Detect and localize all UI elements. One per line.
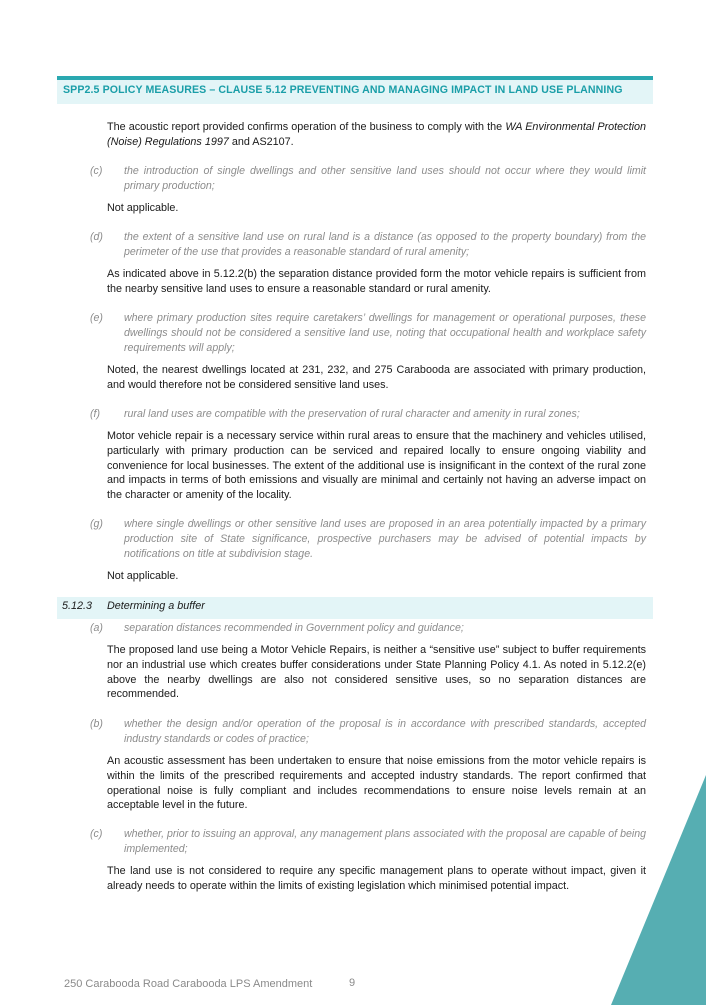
response-e: Noted, the nearest dwellings located at 231, 232, and 275 Carabooda are associated with primary production, and would therefore not be considered sensitive land uses. — [107, 364, 646, 391]
criterion-text: the extent of a sensitive land use on rural land is a distance (as opposed to the property boundary) from the perimeter of the use that provides a reasonable standard of rural amenity; — [124, 231, 646, 258]
criterion-label: (d) — [90, 231, 103, 243]
decorative-corner-triangle — [611, 775, 706, 1005]
criterion-label: (a) — [90, 622, 103, 634]
criterion-text: the introduction of single dwellings and other sensitive land uses should not occur where they would limit primary production; — [124, 165, 646, 192]
subsection-number: 5.12.3 — [62, 600, 93, 612]
response-c: Not applicable. — [107, 202, 179, 214]
intro-text-end: and AS2107. — [228, 135, 294, 148]
subsection-heading-band — [57, 597, 653, 619]
intro-paragraph — [107, 120, 646, 150]
footer-document-title: 250 Carabooda Road Carabooda LPS Amendment — [64, 978, 313, 990]
criterion-g — [90, 517, 646, 561]
response-buffer-a: The proposed land use being a Motor Vehicle Repairs, is neither a “sensitive use” subject to buffer requirements nor an industrial use which creates buffer considerations under State Planning Policy 4.1. As noted in 5.12.2(e) above the nearby dwellings are also not considered sensitive uses, so no separation distances are recommended. — [107, 644, 646, 701]
criterion-c — [90, 164, 646, 194]
criterion-text: rural land uses are compatible with the preservation of rural character and amenity in rural zones; — [124, 408, 580, 420]
response-f: Motor vehicle repair is a necessary service within rural areas to ensure that the machinery and vehicles utilised, particularly with primary production can be serviced and repaired locally to ensure ongoing viability and convenience for local businesses. The extent of the additional use is insignificant in the context of the rural zone and impacts in terms of both emissions and visually are minimal and certainly not having an adverse impact on the character or amenity of the locality. — [107, 430, 646, 502]
intro-text-start: The acoustic report provided confirms operation of the business to comply with the — [107, 121, 506, 133]
criterion-e — [90, 311, 646, 355]
section-header-band — [57, 80, 653, 104]
criterion-label: (c) — [90, 828, 103, 840]
criterion-f — [90, 407, 646, 422]
criterion-text: separation distances recommended in Government policy and guidance; — [124, 622, 464, 634]
section-header-title: SPP2.5 POLICY MEASURES – CLAUSE 5.12 PREVENTING AND MANAGING IMPACT IN LAND USE PLANNING — [63, 84, 623, 96]
criterion-label: (e) — [90, 312, 103, 324]
criterion-label: (f) — [90, 408, 100, 420]
criterion-text: where primary production sites require caretakers’ dwellings for management or operational purposes, these dwellings should not be considered a sensitive land use, noting that occupational health and workplace safety requirements will apply; — [124, 312, 646, 354]
criterion-d — [90, 230, 646, 260]
response-d: As indicated above in 5.12.2(b) the separation distance provided form the motor vehicle repairs is sufficient from the nearby sensitive land uses to ensure a reasonable standard or rural amenity. — [107, 268, 646, 295]
page-number: 9 — [349, 977, 356, 989]
criterion-label: (c) — [90, 165, 103, 177]
criterion-buffer-b — [90, 717, 646, 747]
criterion-buffer-c — [90, 827, 646, 857]
response-buffer-c: The land use is not considered to require any specific management plans to operate without impact, given it already needs to operate within the limits of existing legislation which minimised potential impact. — [107, 865, 646, 892]
criterion-text: whether the design and/or operation of the proposal is in accordance with prescribed standards, accepted industry standards or codes of practice; — [124, 718, 646, 745]
criterion-text: whether, prior to issuing an approval, any management plans associated with the proposal are capable of being implemented; — [124, 828, 646, 855]
criterion-text: where single dwellings or other sensitive land uses are proposed in an area potentially impacted by a primary production site of State significance, prospective purchasers may be advised of potential impacts by notifications on title at subdivision stage. — [124, 518, 646, 560]
response-g: Not applicable. — [107, 570, 179, 582]
criterion-buffer-a — [90, 621, 646, 636]
response-buffer-b: An acoustic assessment has been undertaken to ensure that noise emissions from the motor vehicle repairs is within the limits of the prescribed requirements and accepted industry standards. The report confirmed that operational noise is fully compliant and includes recommendations to ensure noise levels remain at an acceptable level in the future. — [107, 755, 646, 812]
subsection-title: Determining a buffer — [107, 600, 205, 612]
criterion-label: (b) — [90, 718, 103, 730]
criterion-label: (g) — [90, 518, 103, 530]
regulation-name: WA Environmental Protection (Noise) Regulations 1997 — [107, 121, 646, 148]
